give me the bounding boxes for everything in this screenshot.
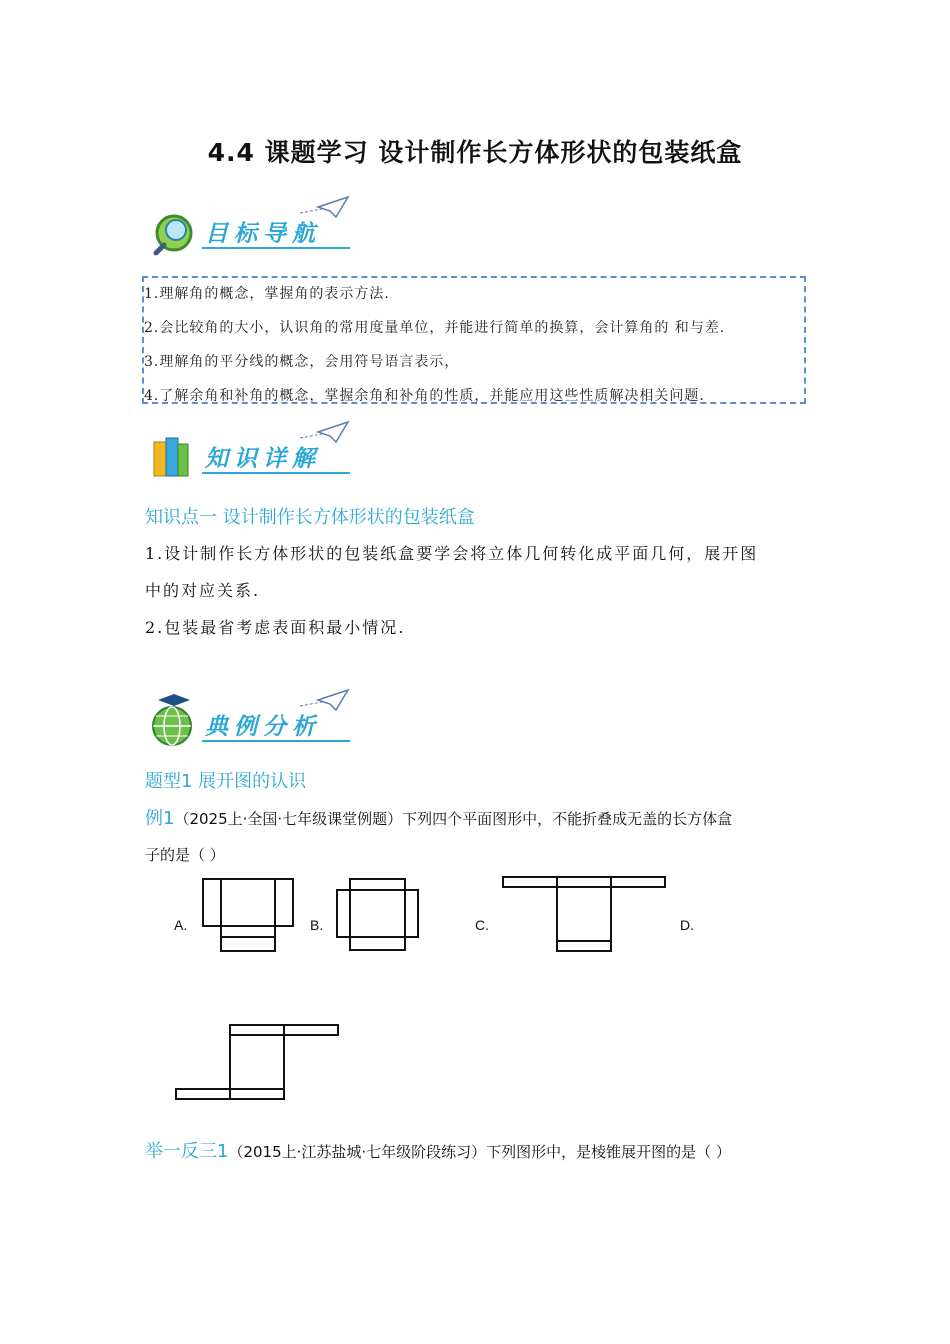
page-title: 4.4 课题学习 设计制作长方体形状的包装纸盒 (207, 138, 743, 167)
example-1-text: （2025上·全国·七年级课堂例题）下列四个平面图形中，不能折叠成无盖的长方体盒 (174, 810, 733, 828)
banner-underline (202, 472, 350, 474)
practice-1-lead: 举一反三1 (145, 1141, 229, 1162)
examples-banner (150, 688, 370, 748)
goals-banner-label: 目标导航 (205, 221, 321, 247)
examples-banner-label: 典例分析 (205, 714, 321, 740)
option-a-label: A. (174, 917, 188, 933)
goals-banner (150, 195, 370, 255)
objective-2: 2.会比较角的大小，认识角的常用度量单位，并能进行简单的换算，会计算角的 和与差. (144, 320, 726, 336)
option-b-label: B. (310, 917, 324, 933)
knowledge-line-1: 1.设计制作长方体形状的包装纸盒要学会将立体几何转化成平面几何，展开图 (145, 544, 759, 563)
option-b-figure (334, 876, 422, 954)
knowledge-line-3: 2.包装最省考虑表面积最小情况. (145, 618, 406, 637)
option-d-label: D. (680, 917, 694, 933)
example-1-line-1 (145, 804, 732, 830)
option-c-label: C. (475, 917, 489, 933)
objective-1: 1.理解角的概念，掌握角的表示方法. (144, 286, 390, 302)
knowledge-banner-label: 知识详解 (205, 446, 321, 472)
example-1-lead: 例1 (145, 808, 175, 829)
knowledge-line-2: 中的对应关系. (145, 581, 261, 600)
question-type-heading: 题型1 展开图的认识 (145, 771, 307, 792)
option-c-figure (500, 874, 668, 954)
banner-underline (202, 740, 350, 742)
option-d-figure (172, 1022, 342, 1102)
objective-4: 4.了解余角和补角的概念，掌握余角和补角的性质，并能应用这些性质解决相关问题. (144, 388, 705, 404)
banner-underline (202, 247, 350, 249)
practice-1-text: （2015上·江苏盐城·七年级阶段练习）下列图形中，是棱锥展开图的是（ ） (228, 1143, 731, 1161)
knowledge-point-heading: 知识点一 设计制作长方体形状的包装纸盒 (145, 507, 475, 528)
example-1-line-2: 子的是（ ） (145, 846, 225, 864)
objective-3: 3.理解角的平分线的概念，会用符号语言表示， (144, 354, 460, 370)
practice-1 (145, 1137, 731, 1163)
knowledge-banner (150, 420, 370, 480)
option-a-figure (200, 876, 296, 954)
